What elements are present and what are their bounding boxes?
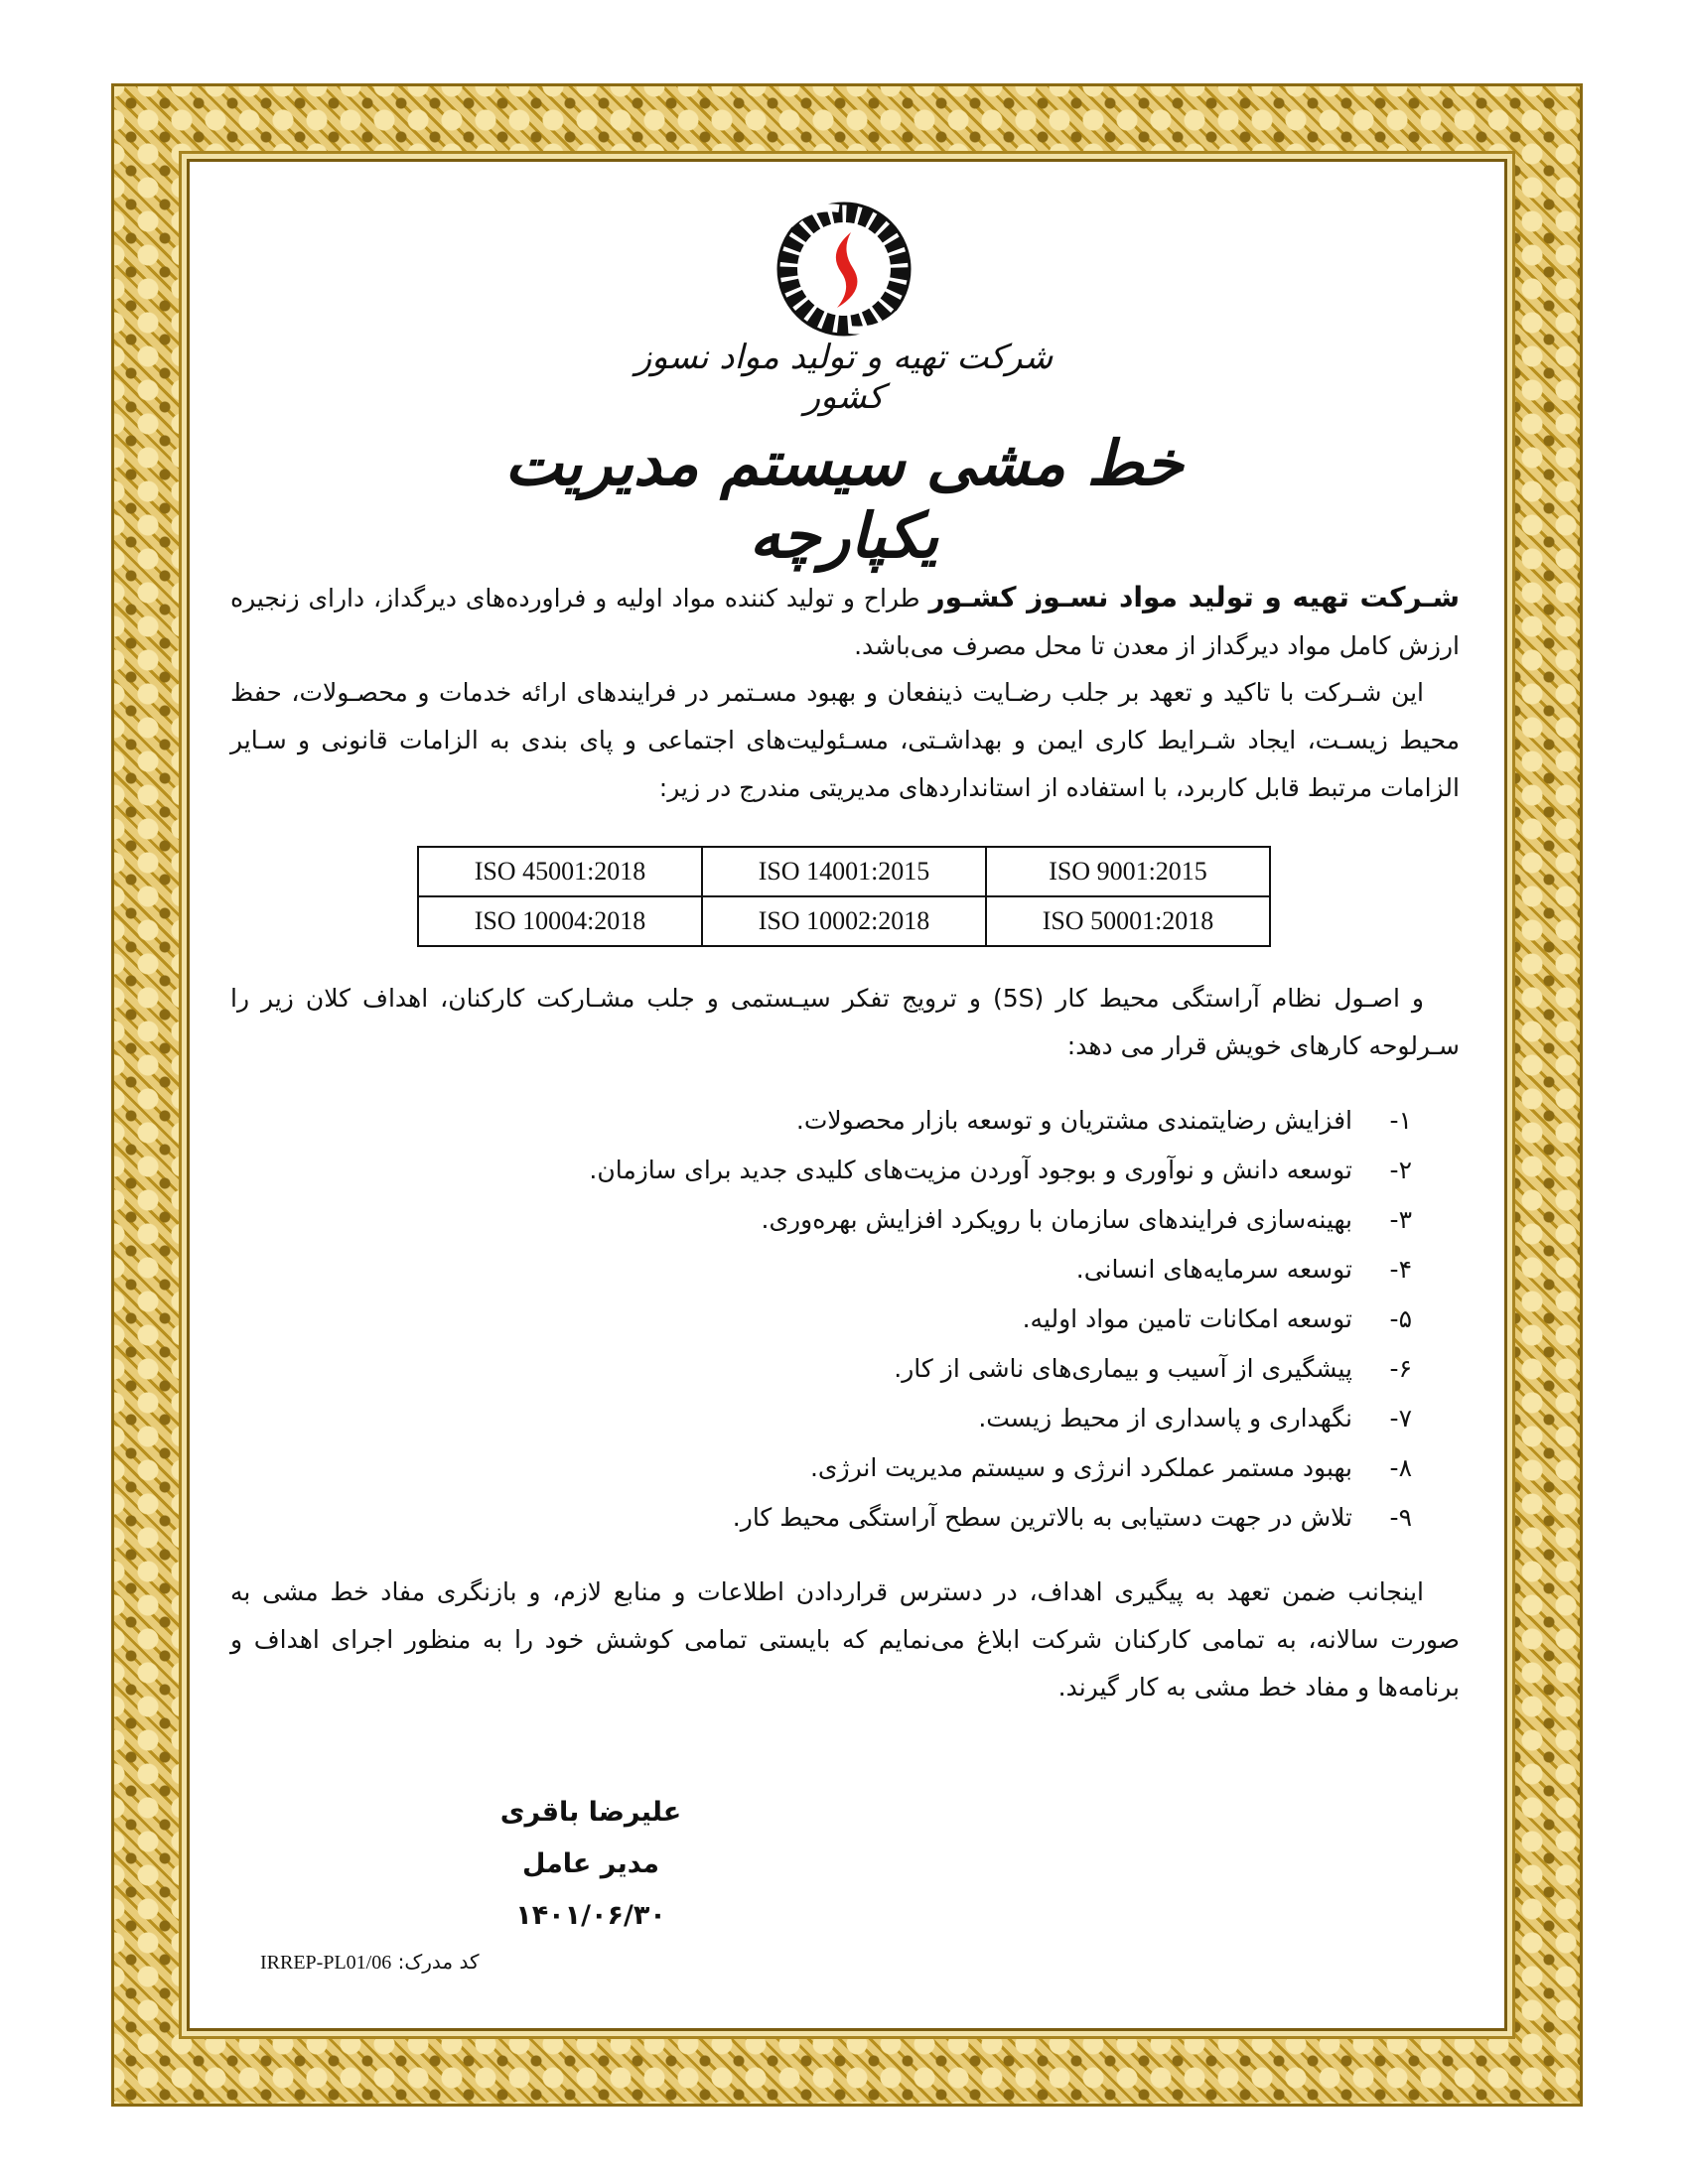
commitment-paragraph: این شـرکت با تاکید و تعهد بر جلب رضـایت ذینفعان و بهبود مسـتمر در فرایندهای ارائه خدمات و محصـولات، حفظ محیط زیسـت، ایجاد شـرایط کاری ایمن و بهداشـتی، مسـئولیت‌های اجتماعی و پای بندی به الزامات قانونی و سـایر الزامات مرتبط قابل کاربرد، با استفاده از استانداردهای مدیریتی مندرج در زیر: (230, 678, 1460, 802)
list-item (230, 1295, 1412, 1344)
signature-date: ۱۴۰۱/۰۶/۳۰ (515, 1900, 666, 1931)
goal-text: توسعه امکانات تامین مواد اولیه. (1022, 1304, 1352, 1333)
company-name-bold: شـرکت تهیه و تولید مواد نسـوز کشـور (928, 581, 1461, 614)
list-item (230, 1443, 1412, 1493)
intro-paragraph (230, 574, 1460, 670)
goal-text: تلاش در جهت دستیابی به بالاترین سطح آراستگی محیط کار. (732, 1503, 1352, 1532)
list-item (230, 1195, 1412, 1245)
list-item (230, 1394, 1412, 1443)
goal-text: پیشگیری از آسیب و بیماری‌های ناشی از کار. (894, 1354, 1352, 1383)
standard-cell: ISO 45001:2018 (418, 847, 702, 896)
list-item (230, 1096, 1412, 1146)
goals-list (230, 1096, 1412, 1543)
list-item (230, 1493, 1412, 1543)
document-code (260, 1950, 480, 1975)
list-item (230, 1146, 1412, 1195)
document-code-value: IRREP-PL01/06 (260, 1952, 392, 1974)
standard-cell: ISO 10004:2018 (418, 896, 702, 946)
goal-text: بهینه‌سازی فرایندهای سازمان با رویکرد افزایش بهره‌وری. (761, 1205, 1352, 1234)
list-item (230, 1344, 1412, 1394)
standard-cell: ISO 9001:2015 (986, 847, 1270, 896)
signatory-title: مدیر عامل (521, 1848, 660, 1879)
company-logo (770, 195, 918, 343)
standard-cell: ISO 50001:2018 (986, 896, 1270, 946)
goal-number: ۵- (1389, 1304, 1412, 1333)
standards-table (417, 846, 1271, 947)
goal-number: ۹- (1389, 1503, 1412, 1532)
page-title: خط مشی سیستم مدیریت یکپارچه (504, 427, 1184, 572)
goal-number: ۲- (1389, 1156, 1412, 1184)
goal-number: ۷- (1389, 1404, 1412, 1433)
goal-number: ۱- (1389, 1106, 1412, 1135)
goal-number: ۴- (1389, 1255, 1412, 1284)
list-item (230, 1245, 1412, 1295)
goal-text: بهبود مستمر عملکرد انرژی و سیستم مدیریت انرژی. (809, 1453, 1352, 1482)
goal-number: ۶- (1389, 1354, 1412, 1383)
principles-paragraph: و اصـول نظام آراستگی محیط کار (5S) و ترویج تفکر سیـستمی و جلب مشـارکت کارکنان، اهداف کلان زیر را سـرلوحه کارهای خویش قرار می دهد: (230, 984, 1460, 1060)
standard-cell: ISO 10002:2018 (702, 896, 986, 946)
table-row (418, 847, 1270, 896)
company-name-script: شرکت تهیه و تولید مواد نسوز کشور (634, 338, 1054, 417)
goal-number: ۳- (1389, 1205, 1412, 1234)
goal-number: ۸- (1389, 1453, 1412, 1482)
goal-text: افزایش رضایتمندی مشتریان و توسعه بازار محصولات. (795, 1106, 1352, 1135)
document-code-label: کد مدرک: (397, 1950, 480, 1974)
intro-text: طراح و تولید کننده مواد اولیه و فراورده‌های دیرگداز، دارای زنجیره ارزش کامل مواد دیرگداز از معدن تا محل مصرف می‌باشد. (230, 584, 1460, 660)
standard-cell: ISO 14001:2015 (702, 847, 986, 896)
table-row (418, 896, 1270, 946)
goal-text: توسعه دانش و نوآوری و بوجود آوردن مزیت‌های کلیدی جدید برای سازمان. (589, 1156, 1352, 1184)
goal-text: نگهداری و پاسداری از محیط زیست. (978, 1404, 1352, 1433)
signatory-name: علیرضا باقری (499, 1797, 682, 1828)
goal-text: توسعه سرمایه‌های انسانی. (1075, 1255, 1352, 1284)
closing-paragraph: اینجانب ضمن تعهد به پیگیری اهداف، در دسترس قراردادن اطلاعات و منابع لازم، و بازنگری مفاد خط مشی به صورت سالانه، به تمامی کارکنان شرکت ابلاغ می‌نمایم که بایستی تمامی کوشش خود را به منظور اجرای اهداف و برنامه‌ها و مفاد خط مشی به کار گیرند. (230, 1577, 1460, 1702)
